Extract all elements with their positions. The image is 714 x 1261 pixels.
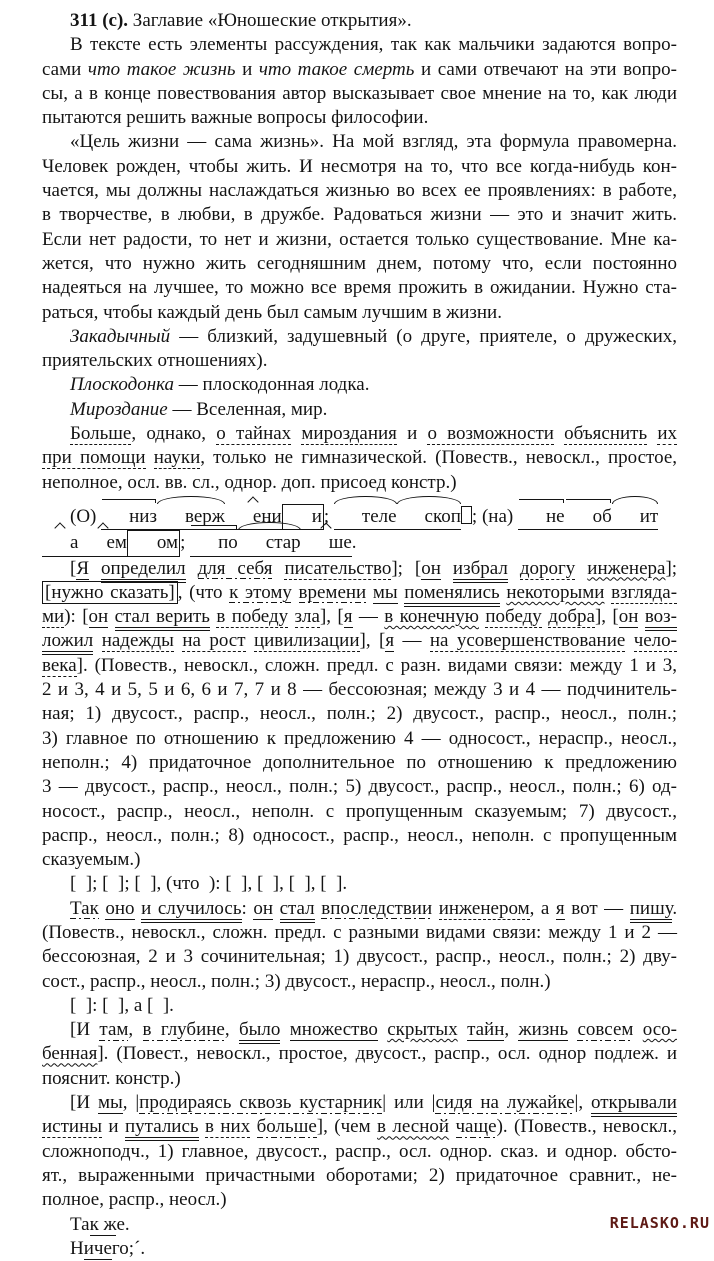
text-run: ят., выраженными причастными оборотами; 2) придаточное сравнит., не- [42, 1164, 677, 1186]
morpheme-suf: ени [225, 505, 282, 530]
text-run: стал верить [115, 606, 210, 631]
text-run [432, 898, 439, 919]
intro-paragraph [42, 33, 677, 130]
text-run: объяснить [564, 423, 648, 445]
text-run: зла [294, 606, 320, 628]
morpheme-pre: об [565, 505, 612, 530]
text-run: их [657, 423, 677, 445]
text-run [378, 1019, 387, 1040]
text-run: ] [168, 581, 175, 603]
text-run: в глубине [142, 1019, 225, 1041]
definition-zakadychny [42, 325, 677, 374]
text-line [42, 1164, 677, 1188]
morpheme-pre: по [190, 531, 238, 556]
text-run: , [224, 1019, 239, 1041]
morpheme-suf: а [42, 531, 78, 556]
text-line [42, 82, 677, 106]
text-run: сами [42, 58, 88, 80]
morpheme-suf: ем [78, 531, 126, 556]
text-run: цивилизации [253, 630, 360, 652]
text-line [42, 471, 677, 495]
text-run: и [396, 423, 428, 445]
text-run: ]. (Повест., невоскл., простое, двусост., распр., осл. однор подлеж. и [97, 1043, 677, 1065]
text-run [625, 630, 633, 651]
morpheme-root: ит [612, 505, 658, 530]
text-run [288, 606, 294, 627]
sentence-scheme-2 [42, 994, 677, 1018]
text-line [42, 504, 677, 557]
text-line [42, 1237, 677, 1261]
text-run: жизнь [518, 1019, 569, 1041]
text-run [93, 630, 101, 651]
text-line [42, 945, 677, 969]
text-run [554, 423, 564, 444]
text-run: — близкий, задушевный (о друге, приятеле, о дружеских, [170, 325, 677, 347]
text-line [42, 228, 677, 252]
text-run: пишу [630, 898, 673, 923]
sentence-analysis-1 [42, 422, 677, 495]
morpheme-pre: не [518, 505, 565, 530]
text-run: века [42, 654, 77, 676]
text-run: Если нет радости, то нет и жизни, остается только существование. Мне ка- [42, 228, 677, 250]
morpheme-root: стар [238, 531, 301, 556]
text-line [42, 1140, 677, 1164]
text-run: приятельских отношениях). [42, 350, 268, 372]
text-run: нужно сказать [51, 581, 169, 603]
text-run: инженера [587, 557, 666, 579]
sentence-scheme-1 [42, 872, 677, 896]
text-run: ): [ [64, 606, 89, 628]
text-run: больше [256, 1116, 317, 1138]
text-run: Заглавие «Юношеские открытия». [128, 10, 412, 31]
text-run: Больше [70, 423, 132, 445]
text-run: сложноподч., 1) главное, двусост., распр., осл. однор. сказ. и однор. обсто- [42, 1140, 677, 1162]
text-run: впоследствии [321, 897, 433, 919]
text-run: он [421, 557, 441, 579]
text-run: надеяться на лучшее, то можно все время прожить в ожидании. Нужно ста- [42, 277, 677, 299]
text-run: путались [125, 1116, 199, 1141]
text-run: распр., неосл., полн.; 8) односост., распр., неосл., неполн. с пропущенным [42, 824, 677, 846]
morpheme-root: верж [157, 505, 225, 530]
text-run: инженером [438, 897, 530, 919]
morpheme-root: теле [334, 505, 397, 530]
text-run: (Повеств., невоскл., сложн. предл. с разными видами связи: между 1 и 2 — [42, 921, 677, 943]
text-run: к этому [229, 581, 292, 603]
text-run: он [88, 606, 109, 628]
text-run: — [352, 606, 385, 628]
text-run: пояснит. констр.) [42, 1067, 181, 1089]
text-run: тайн [467, 1019, 505, 1041]
text-run: «Цель жизни — сама жизнь». На мой взгляд, эта формула правомерна. [70, 131, 677, 153]
text-run: вот — [564, 897, 630, 919]
text-line [42, 106, 677, 130]
text-run: — Вселенная, мир. [167, 398, 328, 420]
text-run: истины [42, 1116, 103, 1138]
text-line [42, 775, 677, 799]
text-run: добра [548, 606, 595, 628]
text-run: , однако, [131, 423, 217, 445]
text-run: ложил [42, 630, 93, 655]
text-run: науки [153, 447, 201, 469]
text-line [42, 1018, 677, 1042]
text-line [42, 1091, 677, 1115]
text-run: сы, а в конце повествования автор высказывает свое мнение на то, как люди [42, 82, 677, 104]
sentence-analysis-5 [42, 1091, 677, 1212]
text-line [42, 9, 677, 33]
text-run: он [618, 606, 639, 628]
watermark: RELASKO.RU [609, 1214, 710, 1232]
text-run [449, 1116, 455, 1137]
text-run: я [343, 606, 353, 628]
text-line [42, 155, 677, 179]
text-run: бессоюзная, 2 и 3 сочинительная; 1) двусост., распр., неосл., полн.; 2) дву- [42, 946, 677, 968]
text-line [42, 58, 677, 82]
text-line [42, 325, 677, 349]
text-run: ; (на) [471, 505, 518, 527]
text-run: я [555, 897, 565, 919]
text-run: го;´. [111, 1237, 146, 1259]
text-run: е. [116, 1213, 130, 1235]
text-run: . [351, 532, 357, 554]
text-run: мы [372, 581, 398, 603]
text-line [42, 373, 677, 397]
text-line [42, 422, 677, 446]
text-run: неполн.; 4) придаточное дополнительное по отношению к предложению [42, 751, 677, 773]
text-run: было [239, 1019, 280, 1044]
text-run: времени [298, 581, 367, 603]
text-run: полное, распр., неосл.) [42, 1189, 227, 1211]
text-run: определил [101, 558, 186, 583]
sentence-analysis-3 [42, 897, 677, 994]
text-run: Я [76, 557, 90, 579]
text-run: и сами отвечают на эти вопро- [414, 58, 677, 80]
text-run: к ж [89, 1213, 117, 1235]
text-line [42, 33, 677, 57]
morpheme-suf: ше [301, 531, 352, 556]
text-run: Плоскодонка [70, 374, 175, 396]
text-run: писательство [284, 557, 392, 579]
text-run: открывали [591, 1092, 677, 1117]
text-run [292, 582, 299, 603]
text-line [42, 1042, 677, 1066]
text-run: , [504, 1019, 519, 1041]
text-line [42, 130, 677, 154]
text-line [42, 727, 677, 751]
text-run: победу [485, 606, 542, 628]
text-run [633, 1019, 642, 1040]
text-line [42, 848, 677, 872]
text-run: , (что [177, 581, 230, 603]
text-run: ], [ [594, 606, 619, 628]
definition-mirozdanie [42, 398, 677, 422]
text-run: чается, мы должны наслаждаться жизнью во всех ее проявлениях: в работе, [42, 180, 677, 202]
text-line [42, 751, 677, 775]
text-line [42, 1213, 677, 1237]
text-line [42, 301, 677, 325]
text-run: бенная [42, 1043, 98, 1065]
text-run: , только не гимназической. (Повеств., невоскл., простое, [200, 447, 678, 469]
text-run: скрытых [387, 1019, 458, 1041]
text-run: Та [70, 1213, 90, 1235]
text-run: осо- [642, 1019, 677, 1041]
text-run [108, 606, 114, 627]
text-run: стал [280, 898, 315, 923]
text-run: ). (Повеств., невоскл., [496, 1116, 678, 1138]
answer-tak-zhe [42, 1213, 677, 1237]
definition-ploskodonka [42, 373, 677, 397]
morphemic-analysis [42, 495, 677, 557]
text-run: , [128, 1019, 143, 1041]
text-run: и [235, 58, 259, 80]
text-run: и случилось [141, 898, 241, 923]
text-run [575, 558, 587, 579]
text-line [42, 800, 677, 824]
text-line [42, 349, 677, 373]
text-run [638, 606, 644, 627]
text-run: о возможности [427, 423, 554, 445]
text-run: при помощи [42, 447, 146, 469]
morpheme-end: и [282, 504, 324, 530]
text-line [42, 654, 677, 678]
text-run: 2 и 3, 4 и 5, 5 и 6, 6 и 7, 7 и 8 — бессоюзная; между 3 и 4 — подчинитель- [42, 679, 677, 701]
text-run [647, 423, 657, 444]
text-run: ; [323, 505, 334, 527]
answer-nichego [42, 1237, 677, 1261]
text-run: что такое жизнь [87, 58, 236, 80]
text-line [42, 179, 677, 203]
text-run: что такое смерть [258, 58, 415, 80]
sentence-analysis-2 [42, 557, 677, 873]
text-run: [ [70, 557, 77, 579]
text-run: он [253, 897, 274, 919]
text-run: ], [ [359, 630, 386, 652]
text-run: в лесной [377, 1116, 450, 1138]
text-run [458, 1019, 467, 1040]
text-run: ]; [665, 557, 678, 579]
text-run: — [394, 630, 430, 652]
morpheme-zero [461, 506, 472, 524]
text-run: В тексте есть элементы рассуждения, так как мальчики задаются вопро- [70, 34, 677, 56]
text-run: Так [70, 897, 99, 919]
text-run: [И [70, 1019, 100, 1041]
text-run: ми [42, 606, 65, 628]
text-line [42, 1115, 677, 1139]
text-line [42, 276, 677, 300]
text-run: Н [70, 1237, 84, 1259]
exercise-heading [42, 9, 677, 33]
text-run: ]; [ [391, 557, 422, 579]
text-run: в творчестве, в любви, в дружбе. Радоваться жизни — это и значит жить. [42, 204, 677, 226]
text-run [146, 447, 154, 468]
text-line [42, 446, 677, 470]
text-run: |, [574, 1092, 591, 1114]
text-run: в конечную [384, 606, 479, 628]
text-run: жется, что нужно жить сегодняшним днем, потому что, если постоянно [42, 252, 677, 274]
text-line [42, 581, 677, 605]
text-line [42, 203, 677, 227]
text-run: на усовершенствование [429, 630, 626, 652]
text-run: . [672, 897, 678, 919]
text-run: взгляда- [611, 581, 678, 603]
text-run: воз- [645, 606, 677, 631]
text-run: ]. (Повеств., невоскл., сложн. предл. с разн. видами связи: между 1 и 3, [76, 654, 677, 676]
text-run: поменялись [404, 582, 499, 607]
text-run: 3) главное по отношению к предложению 4 — односост., нераспр., неосл., [42, 727, 677, 749]
text-line [42, 629, 677, 653]
text-run: — плоскодонная лодка. [174, 374, 370, 396]
text-run: [И [70, 1092, 98, 1114]
sentence-analysis-4 [42, 1018, 677, 1091]
essay-paragraph [42, 130, 677, 324]
text-run: ная; 1) двусост., распр., неосл., полн.; 2) двусост., распр., неосл., полн.; [42, 703, 677, 725]
text-run: ], (чем [316, 1116, 378, 1138]
morpheme-root: скоп [397, 505, 461, 530]
text-line [42, 1188, 677, 1212]
boxed-segment [42, 581, 178, 604]
text-line [42, 605, 677, 629]
text-run [246, 630, 254, 651]
text-run: пытаются решить важные вопросы философии. [42, 107, 429, 129]
text-line [42, 702, 677, 726]
text-run: мироздания [301, 423, 397, 445]
text-run [441, 558, 453, 579]
text-run: множество [289, 1019, 378, 1041]
text-run: [ [45, 581, 52, 603]
text-run: и [102, 1116, 126, 1138]
text-run: в победу [216, 606, 289, 628]
text-run: совсем [577, 1019, 634, 1041]
text-run: надежды [101, 630, 174, 652]
text-run: : [241, 897, 254, 919]
text-run: , | [122, 1092, 140, 1114]
text-line [42, 1067, 677, 1091]
text-run: чело- [633, 630, 677, 652]
text-run: (О) [70, 505, 102, 527]
text-run [291, 423, 301, 444]
text-line [42, 398, 677, 422]
text-run: продираясь сквозь кустарник [139, 1092, 383, 1114]
text-run [366, 582, 373, 603]
text-run: для себя [197, 557, 273, 579]
text-run: раться, чтобы каждый день был самым лучшим в жизни. [42, 301, 502, 323]
text-run [250, 1116, 256, 1137]
text-run [272, 558, 284, 579]
text-run: избрал [453, 558, 508, 583]
text-run: сидя на лужайке [435, 1092, 575, 1114]
text-run: [ ]; [ ]; [ ], (что ): [ ], [ ], [ ], [ ]. [70, 873, 348, 895]
text-run: Человек рожден, чтобы жить. И несмотря на то, что все когда-нибудь кон- [42, 155, 677, 177]
text-run: носост., распр., неосл., неполн. с пропущенным сказуемым; 7) двусост., [42, 800, 677, 822]
text-run: 3 — двусост., распр., неосл., полн.; 5) двусост., распр., неосл., полн.; 6) од- [42, 776, 677, 798]
text-run: там [99, 1019, 129, 1041]
text-run: Закадычный [70, 325, 171, 347]
text-line [42, 970, 677, 994]
text-run: мы [97, 1092, 123, 1114]
text-run [186, 558, 198, 579]
text-run [89, 558, 101, 579]
text-run: | или | [382, 1092, 436, 1114]
text-run: дорогу [519, 557, 576, 579]
morpheme-pre: низ [101, 505, 157, 530]
text-run: о тайнах [216, 423, 292, 445]
text-run: иче [83, 1237, 112, 1259]
text-line [42, 252, 677, 276]
morpheme-end: ом [127, 530, 180, 556]
text-line [42, 994, 677, 1018]
text-run: 311 (с). [70, 10, 129, 31]
text-run: чаще [455, 1116, 497, 1138]
text-line [42, 678, 677, 702]
text-run: я [385, 630, 395, 652]
text-line [42, 824, 677, 848]
text-run: Мироздание [70, 398, 168, 420]
text-run [273, 898, 280, 919]
text-run: ], [ [319, 606, 344, 628]
document-body [42, 9, 677, 1261]
text-line [42, 897, 677, 921]
text-run: оно [105, 897, 135, 919]
text-line [42, 557, 677, 581]
text-run: сказуемым.) [42, 849, 141, 871]
text-run: ; [180, 532, 191, 554]
text-run: на рост [182, 630, 246, 652]
text-run: в них [205, 1116, 251, 1138]
text-run [508, 558, 520, 579]
text-run: [ ]: [ ], а [ ]. [70, 994, 174, 1016]
text-run: сост., распр., неосл., полн.; 3) двусост., нераспр., неосл., полн.) [42, 970, 551, 992]
text-line [42, 872, 677, 896]
text-run: неполное, осл. вв. сл., однор. доп. присоед констр.) [42, 471, 457, 493]
text-run [280, 1019, 289, 1040]
text-run: , а [529, 897, 556, 919]
text-line [42, 921, 677, 945]
text-run: некоторыми [506, 581, 605, 603]
